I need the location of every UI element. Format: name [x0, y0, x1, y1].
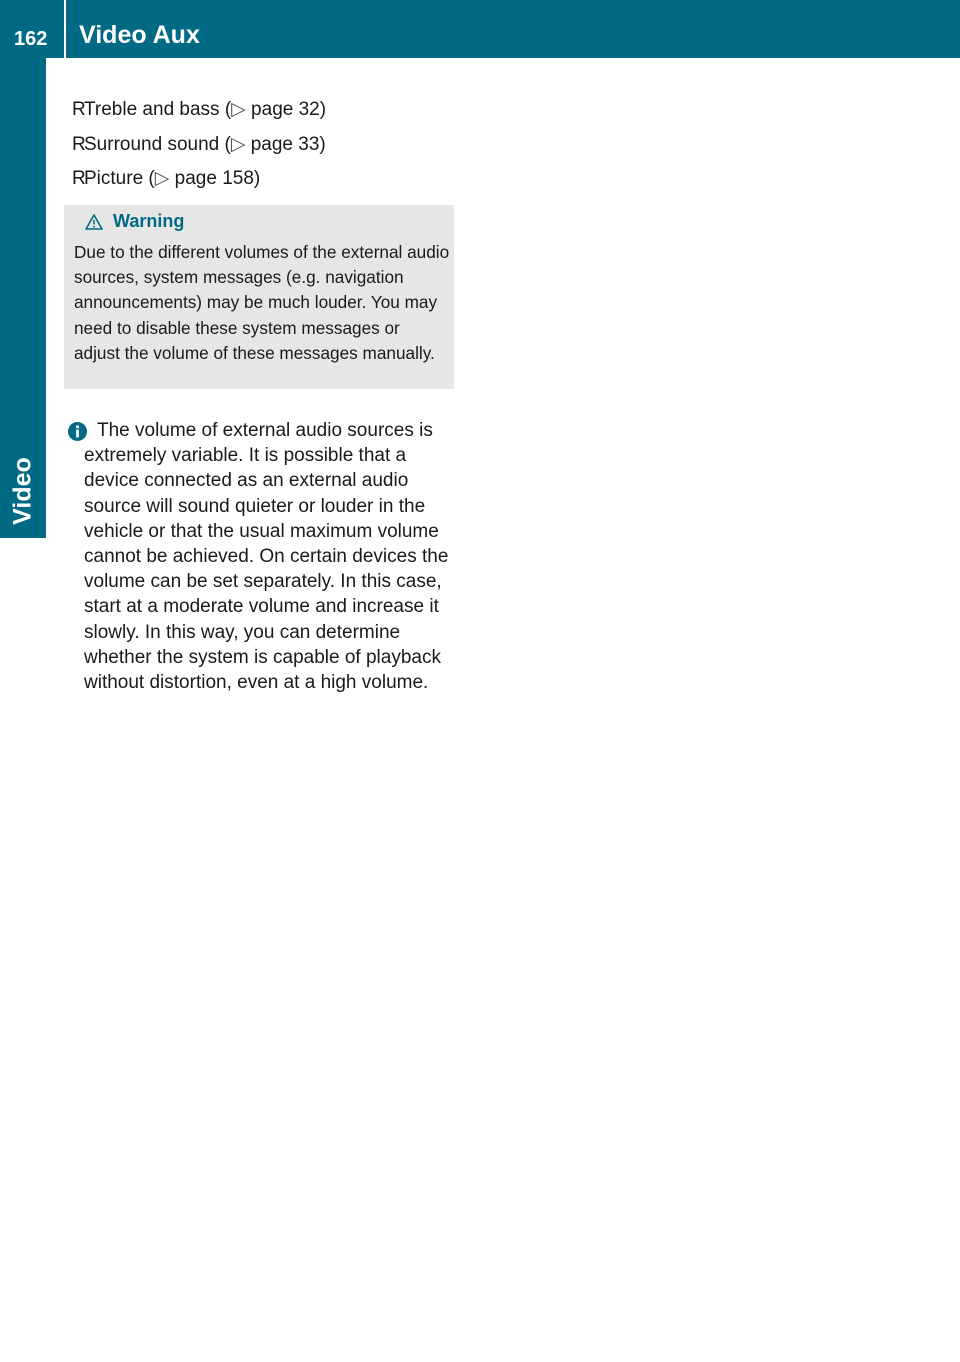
- page-number: 162: [14, 28, 48, 50]
- info-icon: [68, 422, 87, 441]
- info-note: [68, 418, 460, 695]
- warning-title: Warning: [113, 211, 185, 231]
- chapter-tab-label: Video: [8, 457, 37, 525]
- page-reference-link[interactable]: page 158): [169, 168, 261, 189]
- page-header: [0, 0, 960, 58]
- list-item: [72, 165, 326, 200]
- settings-list: [72, 96, 326, 200]
- bullet-marker: R: [72, 168, 86, 189]
- page-reference-link[interactable]: page 32): [245, 99, 327, 120]
- page-reference-link[interactable]: page 33): [245, 133, 326, 155]
- page-ref-arrow-icon: ▷: [154, 168, 170, 189]
- page-ref-arrow-icon: ▷: [230, 133, 246, 155]
- page-ref-arrow-icon: ▷: [231, 99, 246, 120]
- list-item: [72, 96, 326, 131]
- list-item-text: Surround sound (: [84, 133, 231, 155]
- warning-box: [64, 205, 454, 389]
- warning-heading: [85, 211, 184, 232]
- bullet-marker: R: [72, 99, 86, 120]
- list-item-text: Treble and bass (: [84, 99, 232, 120]
- bullet-marker: R: [72, 133, 86, 155]
- warning-text: Due to the different volumes of the external audio sources, system messages (e.g. navigation announcements) may be much louder. You may need to disable these system messages or adjust the volume of these messages manually.: [74, 242, 450, 363]
- section-title: Video Aux: [79, 21, 200, 49]
- info-text: The volume of external audio sources is extremely variable. It is possible that a device connected as an external audio source will sound quieter or louder in the vehicle or that the usual maximum volume cannot be achieved. On certain devices the volume can be set separately. In this case, start at a moderate volume and increase it slowly. In this way, you can determine whether the system is capable of playback without distortion, even at a high volume.: [84, 420, 449, 694]
- chapter-tab: [0, 58, 46, 538]
- list-item-text: Picture (: [84, 168, 155, 189]
- warning-triangle-icon: [85, 214, 103, 230]
- header-divider: [64, 0, 66, 58]
- list-item: [72, 131, 326, 166]
